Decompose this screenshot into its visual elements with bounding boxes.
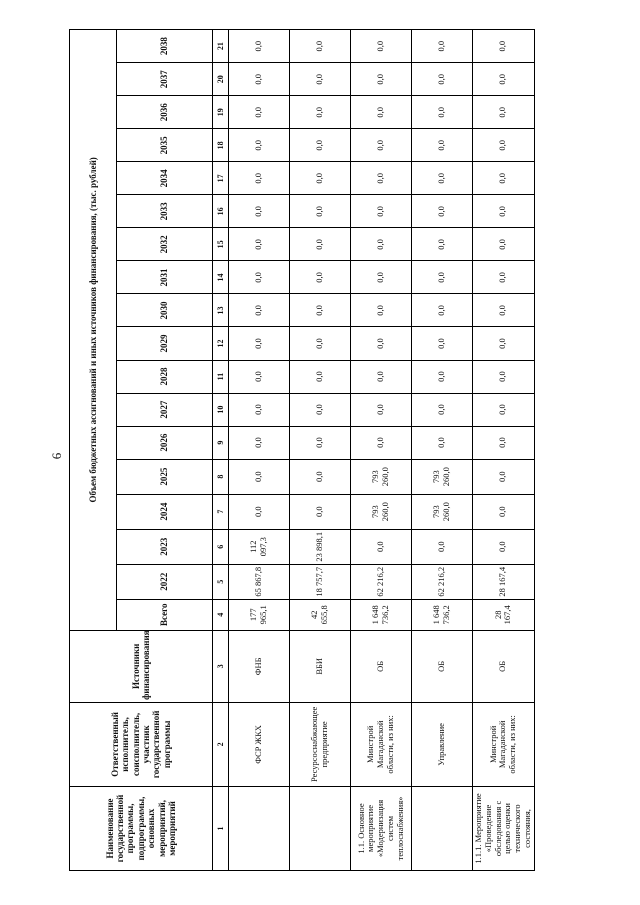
- row-value: 1 648 736,2: [412, 599, 473, 630]
- row-value: 0,0: [412, 360, 473, 393]
- header-year: Всего: [117, 599, 213, 630]
- row-value: 0,0: [351, 228, 412, 261]
- row-value: 23 898,1: [290, 529, 351, 564]
- row-value: 0,0: [229, 228, 290, 261]
- row-value: 0,0: [351, 294, 412, 327]
- header-year: 2035: [117, 129, 213, 162]
- row-executor: ФСР ЖКХ: [229, 702, 290, 786]
- column-number: 2: [213, 702, 229, 786]
- row-value: 793 260,0: [412, 459, 473, 494]
- row-value: 0,0: [351, 195, 412, 228]
- row-value: 0,0: [412, 162, 473, 195]
- row-value: 0,0: [351, 426, 412, 459]
- header-year: 2032: [117, 228, 213, 261]
- column-number: 18: [213, 129, 229, 162]
- row-value: 0,0: [290, 261, 351, 294]
- row-value: 0,0: [473, 162, 535, 195]
- row-value: 0,0: [351, 393, 412, 426]
- row-value: 0,0: [412, 63, 473, 96]
- row-executor: Минстрой Магаданской области, из них:: [473, 702, 535, 786]
- row-value: 0,0: [412, 30, 473, 63]
- funding-table: [69, 29, 535, 871]
- column-number: 1: [213, 786, 229, 870]
- row-value: 0,0: [290, 459, 351, 494]
- row-value: 0,0: [473, 30, 535, 63]
- row-value: 0,0: [229, 360, 290, 393]
- row-executor: Управление: [412, 702, 473, 786]
- row-source: ОБ: [351, 630, 412, 702]
- header-year: 2022: [117, 564, 213, 599]
- row-value: 793 260,0: [412, 494, 473, 529]
- header-year: 2024: [117, 494, 213, 529]
- row-value: 0,0: [412, 393, 473, 426]
- table-row: [229, 30, 290, 871]
- row-value: 0,0: [473, 327, 535, 360]
- column-number: 7: [213, 494, 229, 529]
- row-value: 0,0: [473, 459, 535, 494]
- row-value: 0,0: [290, 426, 351, 459]
- row-value: 0,0: [290, 63, 351, 96]
- row-name: 1.1.1. Мероприятие «Проведение обследования с целью оценки технического состояния,: [473, 786, 535, 870]
- row-value: 0,0: [412, 261, 473, 294]
- row-value: 0,0: [351, 30, 412, 63]
- column-number: 12: [213, 327, 229, 360]
- row-value: 0,0: [473, 63, 535, 96]
- header-year: 2027: [117, 393, 213, 426]
- row-value: 18 757,7: [290, 564, 351, 599]
- row-value: 0,0: [412, 426, 473, 459]
- header-year: 2030: [117, 294, 213, 327]
- row-value: 0,0: [473, 195, 535, 228]
- header-source: Источники финансирования: [70, 630, 213, 702]
- row-value: 0,0: [229, 30, 290, 63]
- row-value: 0,0: [229, 96, 290, 129]
- column-number: 16: [213, 195, 229, 228]
- row-value: 0,0: [229, 129, 290, 162]
- header-year: 2028: [117, 360, 213, 393]
- row-value: 0,0: [412, 129, 473, 162]
- row-executor: Минстрой Магаданской области, из них:: [351, 702, 412, 786]
- row-value: 28 167,4: [473, 564, 535, 599]
- row-value: 0,0: [290, 228, 351, 261]
- funding-table-rotated: [69, 29, 532, 871]
- row-name: [412, 786, 473, 870]
- row-value: 0,0: [229, 327, 290, 360]
- row-value: 0,0: [229, 426, 290, 459]
- column-number: 4: [213, 599, 229, 630]
- row-value: 112 097,3: [229, 529, 290, 564]
- table-body: [70, 30, 535, 871]
- column-number: 5: [213, 564, 229, 599]
- column-number: 11: [213, 360, 229, 393]
- column-number: 3: [213, 630, 229, 702]
- row-value: 0,0: [290, 129, 351, 162]
- table-row: [290, 30, 351, 871]
- row-value: 42 655,8: [290, 599, 351, 630]
- row-value: 0,0: [473, 261, 535, 294]
- row-value: 0,0: [473, 228, 535, 261]
- row-value: 177 965,1: [229, 599, 290, 630]
- row-value: 0,0: [473, 494, 535, 529]
- column-number: 13: [213, 294, 229, 327]
- row-value: 793 260,0: [351, 494, 412, 529]
- column-number: 9: [213, 426, 229, 459]
- column-number: 6: [213, 529, 229, 564]
- header-year: 2033: [117, 195, 213, 228]
- row-value: 0,0: [229, 195, 290, 228]
- row-value: 0,0: [290, 294, 351, 327]
- header-executor: Ответственный исполнитель, соисполнитель, участник государственной программы: [70, 702, 213, 786]
- row-value: 0,0: [412, 327, 473, 360]
- row-value: 65 867,8: [229, 564, 290, 599]
- row-value: 0,0: [351, 63, 412, 96]
- column-number: 14: [213, 261, 229, 294]
- row-value: 0,0: [351, 129, 412, 162]
- row-source: ОБ: [412, 630, 473, 702]
- row-value: 0,0: [412, 96, 473, 129]
- row-value: 0,0: [229, 162, 290, 195]
- row-source: ВБИ: [290, 630, 351, 702]
- row-value: 0,0: [473, 129, 535, 162]
- row-value: 0,0: [351, 261, 412, 294]
- row-value: 0,0: [473, 393, 535, 426]
- header-row-group: [70, 30, 117, 871]
- row-value: 0,0: [412, 195, 473, 228]
- row-value: 0,0: [290, 162, 351, 195]
- header-funding-group: Объем бюджетных ассигнований и иных источников финансирования, (тыс. рублей): [70, 30, 117, 631]
- row-value: 0,0: [290, 327, 351, 360]
- column-number: 21: [213, 30, 229, 63]
- row-name: [290, 786, 351, 870]
- row-value: 0,0: [229, 393, 290, 426]
- row-value: 0,0: [351, 96, 412, 129]
- column-number: 8: [213, 459, 229, 494]
- row-value: 0,0: [229, 294, 290, 327]
- column-number: 10: [213, 393, 229, 426]
- row-value: 0,0: [412, 228, 473, 261]
- header-year: 2029: [117, 327, 213, 360]
- table-row: [351, 30, 412, 871]
- header-year: 2034: [117, 162, 213, 195]
- row-value: 0,0: [473, 529, 535, 564]
- row-value: 28 167,4: [473, 599, 535, 630]
- row-value: 62 216,2: [351, 564, 412, 599]
- row-value: 0,0: [351, 327, 412, 360]
- header-year: 2038: [117, 30, 213, 63]
- header-year: 2026: [117, 426, 213, 459]
- row-value: 0,0: [412, 294, 473, 327]
- table-row: [473, 30, 535, 871]
- row-source: ФНБ: [229, 630, 290, 702]
- row-value: 0,0: [351, 162, 412, 195]
- page-number: 6: [49, 452, 64, 460]
- row-name: 1.1. Основное мероприятие «Модернизация систем теплоснабжения»: [351, 786, 412, 870]
- header-year: 2036: [117, 96, 213, 129]
- row-value: 0,0: [473, 294, 535, 327]
- row-value: 1 648 736,2: [351, 599, 412, 630]
- column-number-row: [213, 30, 229, 871]
- header-year: 2031: [117, 261, 213, 294]
- row-value: 0,0: [290, 195, 351, 228]
- row-value: 0,0: [290, 494, 351, 529]
- row-name: [229, 786, 290, 870]
- row-value: 0,0: [473, 96, 535, 129]
- row-value: 0,0: [290, 96, 351, 129]
- header-year: 2023: [117, 529, 213, 564]
- row-value: 793 260,0: [351, 459, 412, 494]
- column-number: 15: [213, 228, 229, 261]
- column-number: 19: [213, 96, 229, 129]
- table-row: [412, 30, 473, 871]
- row-value: 0,0: [229, 63, 290, 96]
- row-value: 0,0: [351, 529, 412, 564]
- row-value: 0,0: [229, 459, 290, 494]
- row-value: 0,0: [290, 393, 351, 426]
- row-value: 0,0: [473, 360, 535, 393]
- row-value: 0,0: [229, 494, 290, 529]
- row-value: 0,0: [290, 360, 351, 393]
- row-source: ОБ: [473, 630, 535, 702]
- row-value: 0,0: [473, 426, 535, 459]
- column-number: 17: [213, 162, 229, 195]
- row-value: 0,0: [351, 360, 412, 393]
- header-year: 2037: [117, 63, 213, 96]
- row-value: 0,0: [229, 261, 290, 294]
- row-value: 62 216,2: [412, 564, 473, 599]
- header-name: Наименование государственной программы, подпрограммы, основных мероприятий, мероприятий: [70, 786, 213, 870]
- row-value: 0,0: [290, 30, 351, 63]
- column-number: 20: [213, 63, 229, 96]
- header-year: 2025: [117, 459, 213, 494]
- row-value: 0,0: [412, 529, 473, 564]
- row-executor: Ресурсоснабжающее предприятие: [290, 702, 351, 786]
